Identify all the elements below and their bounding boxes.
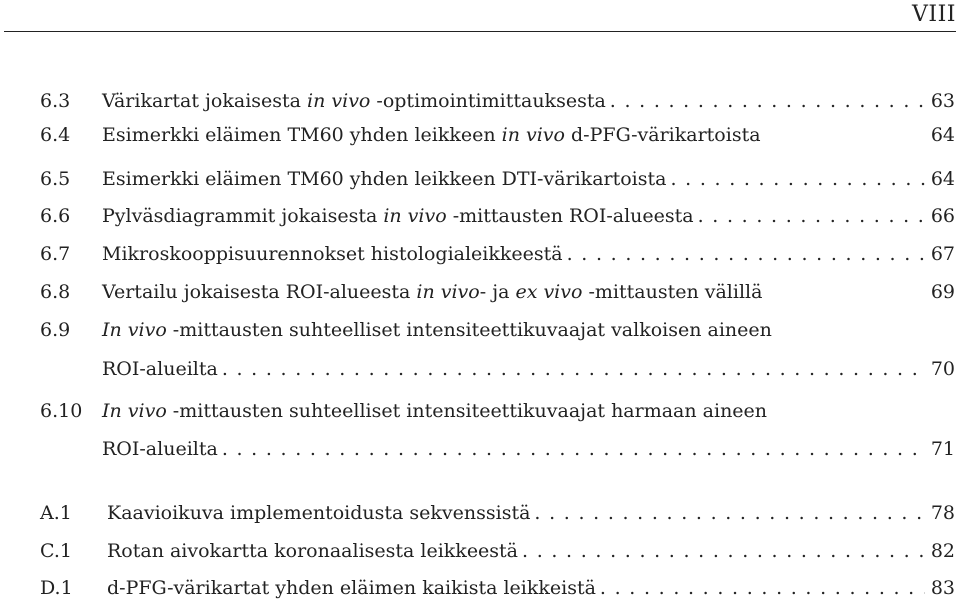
- toc-entry[interactable]: [40, 162, 955, 196]
- toc-entry-appendix[interactable]: [40, 534, 955, 568]
- dot-leader: [522, 534, 925, 568]
- page-header: [0, 0, 960, 32]
- dot-leader: [567, 237, 925, 271]
- toc-entry-title: Pylväsdiagrammit jokaisesta in vivo -mittausten ROI-alueesta: [102, 205, 694, 227]
- toc-entry-title: In vivo -mittausten suhteelliset intensiteettikuvaajat valkoisen aineen: [102, 319, 772, 341]
- toc-entry[interactable]: [40, 199, 955, 233]
- toc-entry-page: 83: [930, 577, 955, 599]
- toc-entry-title: Rotan aivokartta koronaalisesta leikkeestä: [107, 540, 519, 562]
- toc-entry[interactable]: [40, 313, 955, 347]
- dot-leader: [698, 199, 925, 233]
- toc-entry-title: Värikartat jokaisesta in vivo -optimointimittauksesta: [102, 90, 606, 112]
- toc-entry[interactable]: [40, 394, 955, 428]
- toc-entry-page: 67: [930, 243, 955, 265]
- dot-leader: [534, 496, 924, 530]
- toc-entry-page: 82: [930, 540, 955, 562]
- toc-entry-page: 71: [930, 438, 955, 460]
- toc-entry-number: D.1: [40, 577, 73, 599]
- toc-entry-title-continued: ROI-alueilta: [102, 358, 218, 380]
- toc-entry-title: Kaavioikuva implementoidusta sekvenssistä: [107, 502, 531, 524]
- toc-entry-number: 6.8: [40, 281, 71, 303]
- dot-leader: [222, 352, 925, 386]
- toc-entry-number: 6.5: [40, 168, 71, 190]
- dot-leader: [600, 571, 925, 605]
- toc-entry[interactable]: [40, 84, 955, 118]
- toc-entry-page: 78: [930, 502, 955, 524]
- toc-entry-page: 66: [930, 205, 955, 227]
- toc-entry-title: In vivo -mittausten suhteelliset intensiteettikuvaajat harmaan aineen: [102, 400, 768, 422]
- toc-entry-title-continued: ROI-alueilta: [102, 438, 218, 460]
- toc-entry-title: Esimerkki eläimen TM60 yhden leikkeen in vivo d-PFG-värikartoista: [102, 124, 761, 146]
- dot-leader: [222, 432, 925, 466]
- toc-entry-continuation[interactable]: [102, 352, 955, 386]
- toc-entry-page: 64: [930, 168, 955, 190]
- toc-entry-page: 63: [930, 90, 955, 112]
- header-rule: [4, 31, 956, 32]
- toc-entry-page: 64: [930, 124, 955, 146]
- toc-entry[interactable]: [40, 237, 955, 271]
- toc-entry-title: Vertailu jokaisesta ROI-alueesta in vivo- ja ex vivo -mittausten välillä: [102, 281, 763, 303]
- toc-entry-page: 69: [930, 281, 955, 303]
- toc-entry-number: C.1: [40, 540, 72, 562]
- toc-entry-title: d-PFG-värikartat yhden eläimen kaikista leikkeistä: [107, 577, 596, 599]
- toc-entry-number: 6.7: [40, 243, 71, 265]
- page-number: VIII: [912, 2, 956, 27]
- toc-entry-number: 6.9: [40, 319, 71, 341]
- toc-entry-number: 6.4: [40, 124, 71, 146]
- toc-entry-appendix[interactable]: [40, 496, 955, 530]
- toc-entry-continuation[interactable]: [102, 432, 955, 466]
- toc-entry-page: 70: [930, 358, 955, 380]
- toc-entry-title: Esimerkki eläimen TM60 yhden leikkeen DTI-värikartoista: [102, 168, 667, 190]
- toc-entry-number: A.1: [40, 502, 72, 524]
- dot-leader: [610, 84, 925, 118]
- toc-entry-appendix[interactable]: [40, 571, 955, 605]
- toc-entry-number: 6.6: [40, 205, 71, 227]
- toc-entry-number: 6.3: [40, 90, 71, 112]
- toc-entry-number: 6.10: [40, 400, 83, 422]
- toc-entry[interactable]: [40, 118, 955, 152]
- dot-leader: [670, 162, 924, 196]
- toc-entry-title: Mikroskooppisuurennokset histologialeikkeestä: [102, 243, 563, 265]
- toc-entry[interactable]: [40, 275, 955, 309]
